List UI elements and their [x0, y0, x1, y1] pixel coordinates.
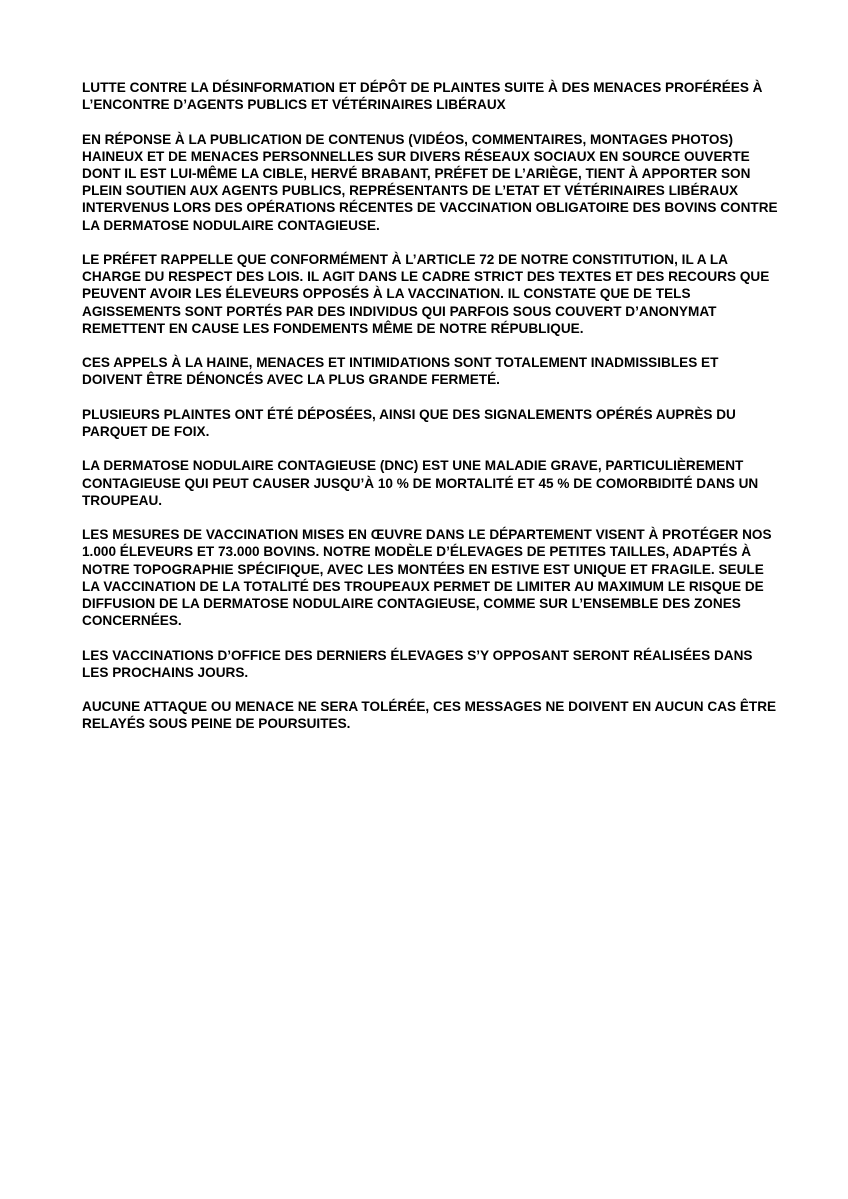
paragraph-final-warning: AUCUNE ATTAQUE OU MENACE NE SERA TOLÉRÉE, CES MESSAGES NE DOIVENT EN AUCUN CAS ÊTRE RELAYÉS SOUS PEINE DE POURSUITES.: [82, 699, 777, 732]
paragraph-complaints-filed: PLUSIEURS PLAINTES ONT ÉTÉ DÉPOSÉES, AINSI QUE DES SIGNALEMENTS OPÉRÉS AUPRÈS DU PARQUET DE FOIX.: [82, 406, 736, 439]
document-body: [82, 79, 782, 750]
document-title: LUTTE CONTRE LA DÉSINFORMATION ET DÉPÔT DE PLAINTES SUITE À DES MENACES PROFÉRÉES À L’ENCONTRE D’AGENTS PUBLICS ET VÉTÉRINAIRES LIBÉRAUX: [82, 80, 763, 113]
paragraph-condemnation: CES APPELS À LA HAINE, MENACES ET INTIMIDATIONS SONT TOTALEMENT INADMISSIBLES ET DOIVENT ÊTRE DÉNONCÉS AVEC LA PLUS GRANDE FERMETÉ.: [82, 355, 719, 388]
paragraph-mandatory-vaccinations: LES VACCINATIONS D’OFFICE DES DERNIERS ÉLEVAGES S’Y OPPOSANT SERONT RÉALISÉES DANS LES PROCHAINS JOURS.: [82, 647, 753, 680]
paragraph-prefect-reminder: LE PRÉFET RAPPELLE QUE CONFORMÉMENT À L’ARTICLE 72 DE NOTRE CONSTITUTION, IL A LA CHARGE DU RESPECT DES LOIS. IL AGIT DANS LE CADRE STRICT DES TEXTES ET DES RECOURS QUE PEUVENT AVOIR LES ÉLEVEURS OPPOSÉS À LA VACCINATION. IL CONSTATE QUE DE TELS AGISSEMENTS SONT PORTÉS PAR DES INDIVIDUS QUI PARFOIS SOUS COUVERT D’ANONYMAT REMETTENT EN CAUSE LES FONDEMENTS MÊME DE NOTRE RÉPUBLIQUE.: [82, 252, 770, 336]
paragraph-disease-description: LA DERMATOSE NODULAIRE CONTAGIEUSE (DNC) EST UNE MALADIE GRAVE, PARTICULIÈREMENT CONTAGIEUSE QUI PEUT CAUSER JUSQU’À 10 % DE MORTALITÉ ET 45 % DE COMORBIDITÉ DANS UN TROUPEAU.: [82, 458, 759, 508]
paragraph-support-statement: EN RÉPONSE À LA PUBLICATION DE CONTENUS (VIDÉOS, COMMENTAIRES, MONTAGES PHOTOS) HAINEUX ET DE MENACES PERSONNELLES SUR DIVERS RÉSEAUX SOCIAUX EN SOURCE OUVERTE DONT IL EST LUI-MÊME LA CIBLE, HERVÉ BRABANT, PRÉFET DE L’ARIÈGE, TIENT À APPORTER SON PLEIN SOUTIEN AUX AGENTS PUBLICS, REPRÉSENTANTS DE L’ETAT ET VÉTÉRINAIRES LIBÉRAUX INTERVENUS LORS DES OPÉRATIONS RÉCENTES DE VACCINATION OBLIGATOIRE DES BOVINS CONTRE LA DERMATOSE NODULAIRE CONTAGIEUSE.: [82, 131, 778, 233]
paragraph-vaccination-measures: LES MESURES DE VACCINATION MISES EN ŒUVRE DANS LE DÉPARTEMENT VISENT À PROTÉGER NOS 1.000 ÉLEVEURS ET 73.000 BOVINS. NOTRE MODÈLE D’ÉLEVAGES DE PETITES TAILLES, ADAPTÉS À NOTRE TOPOGRAPHIE SPÉCIFIQUE, AVEC LES MONTÉES EN ESTIVE EST UNIQUE ET FRAGILE. SEULE LA VACCINATION DE LA TOTALITÉ DES TROUPEAUX PERMET DE LIMITER AU MAXIMUM LE RISQUE DE DIFFUSION DE LA DERMATOSE NODULAIRE CONTAGIEUSE, COMME SUR L’ENSEMBLE DES ZONES CONCERNÉES.: [82, 527, 772, 629]
